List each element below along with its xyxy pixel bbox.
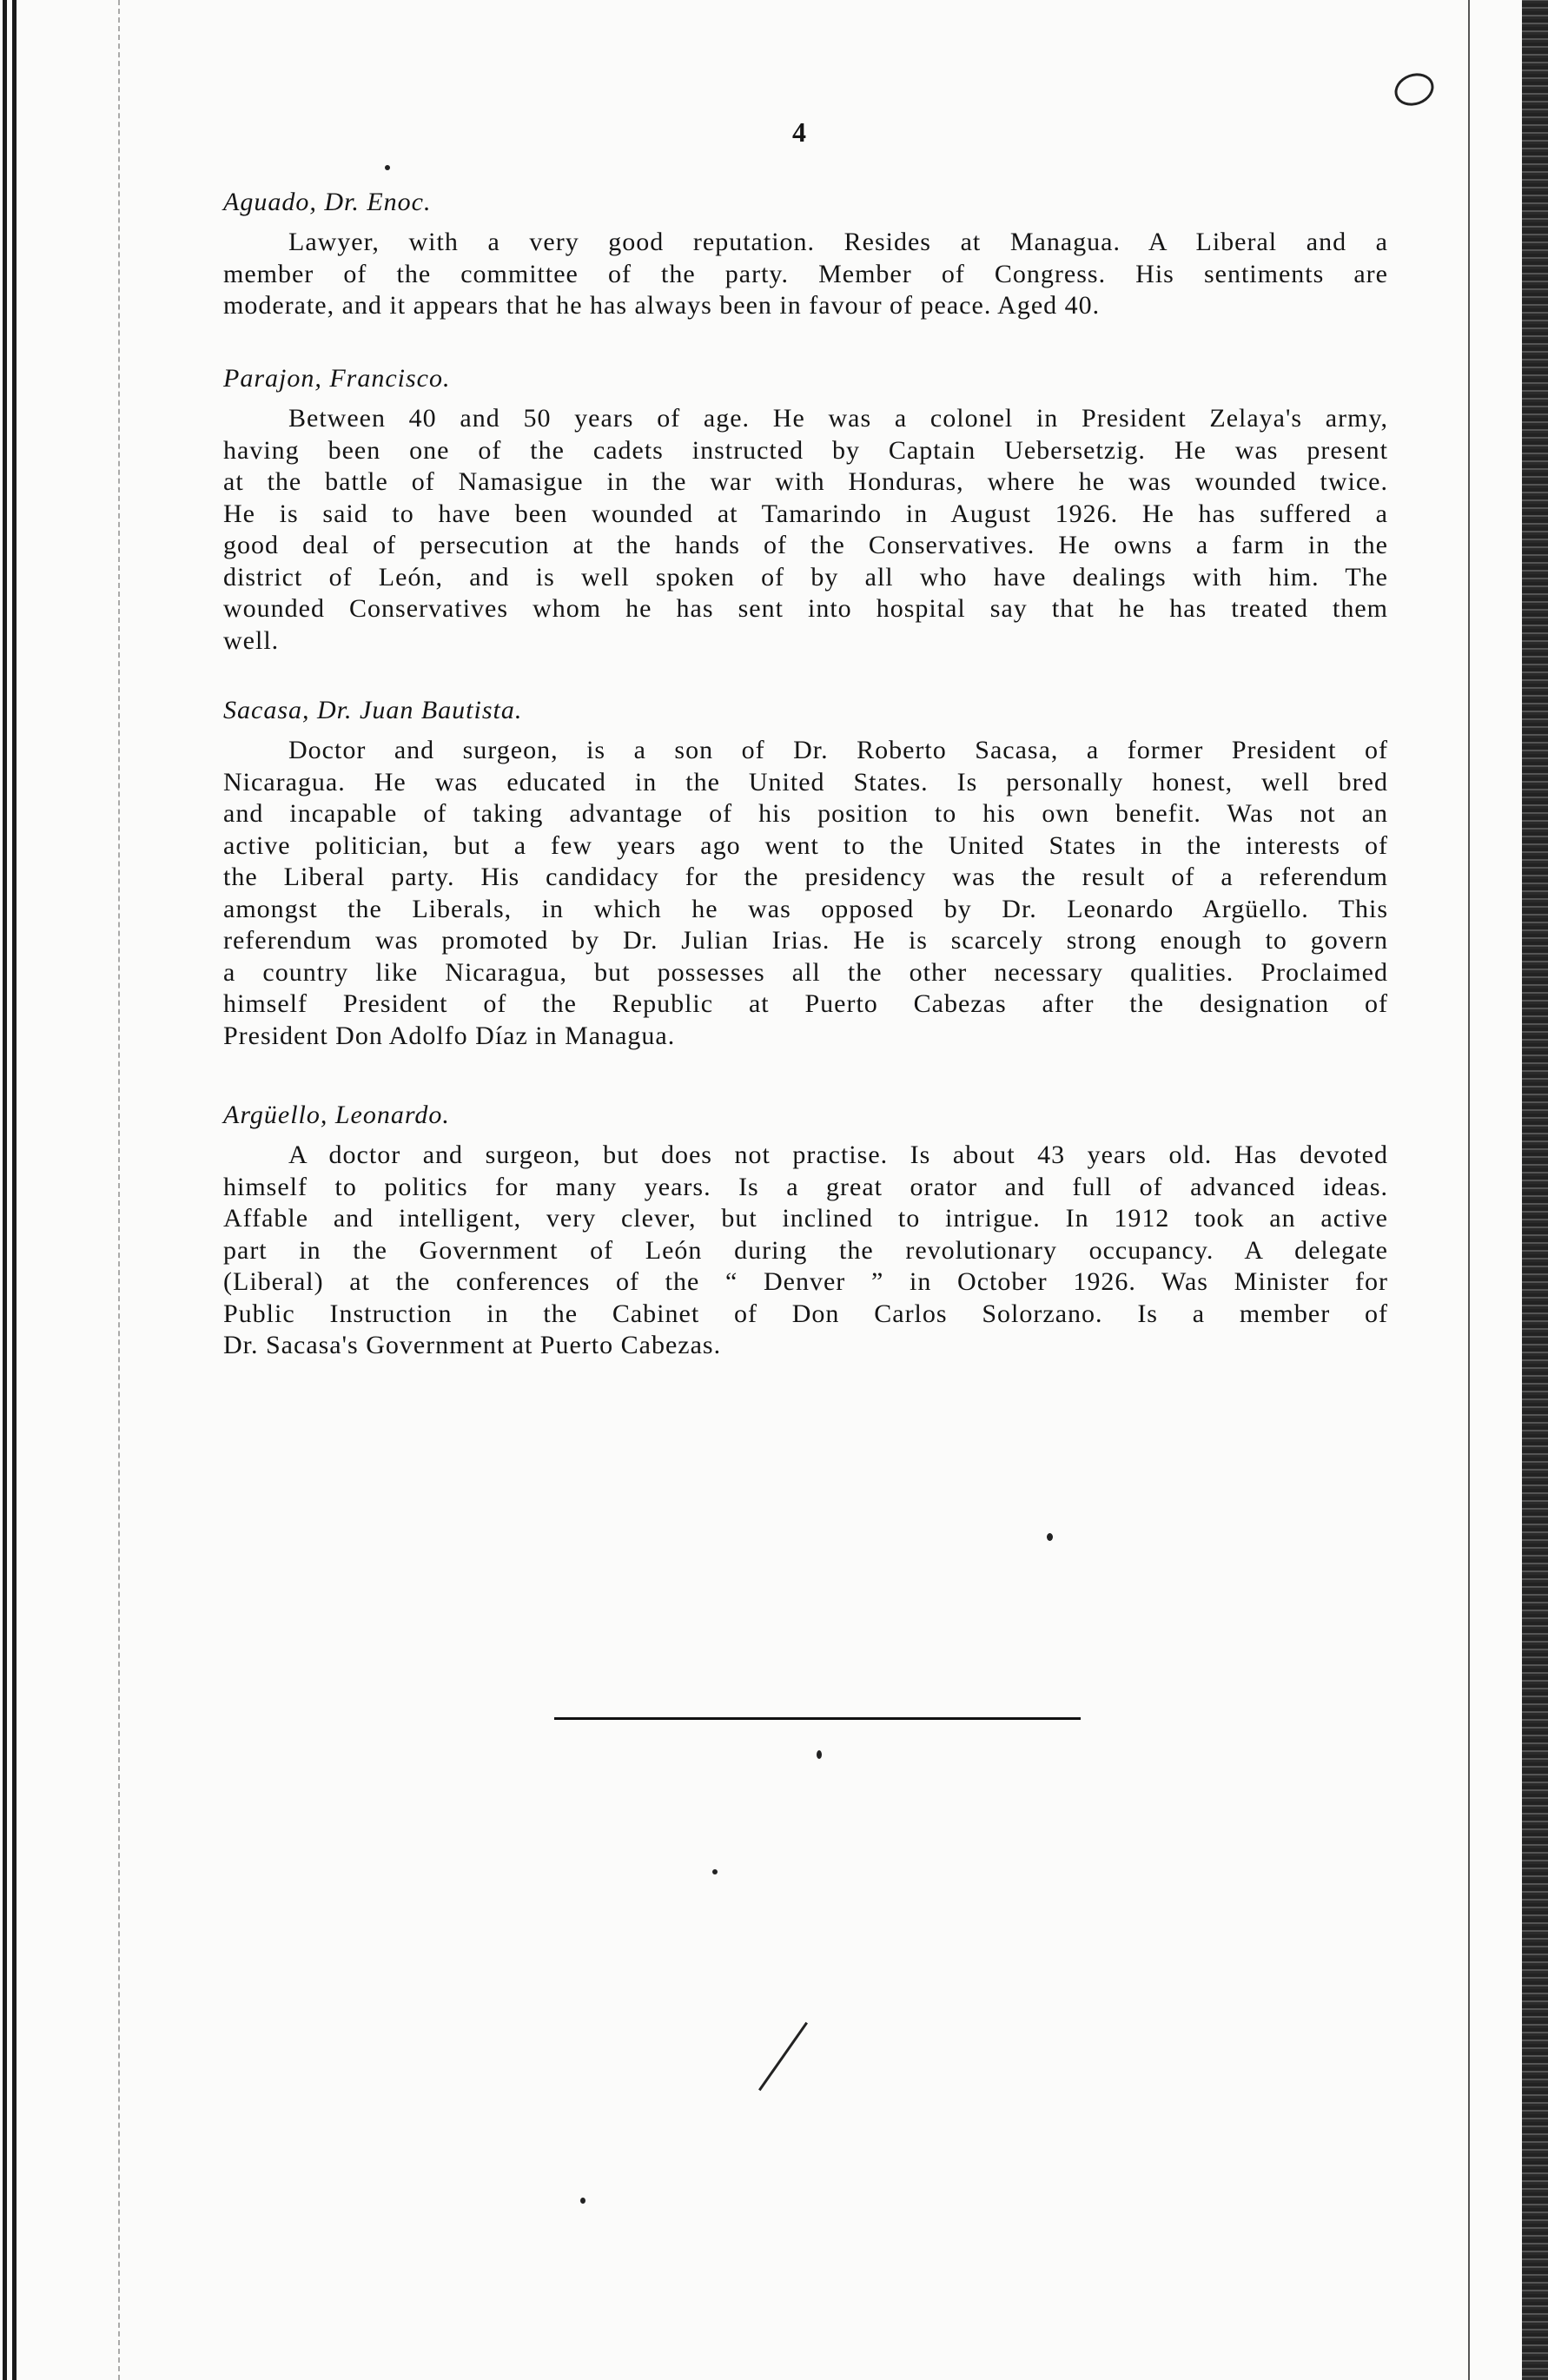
page-number: 4	[792, 116, 806, 148]
text-line: at the battle of Namasigue in the war with Honduras, where he was wounded twice.	[223, 467, 1388, 496]
pen-stroke-mark	[758, 2022, 808, 2092]
text-line: referendum was promoted by Dr. Julian Irias. He is scarcely strong enough to govern	[223, 926, 1388, 955]
text-line: He is said to have been wounded at Tamarindo in August 1926. He has suffered a	[223, 499, 1388, 528]
text-line: Between 40 and 50 years of age. He was a colonel in President Zelaya's army,	[288, 404, 1388, 433]
text-line: Lawyer, with a very good reputation. Resides at Managua. A Liberal and a	[288, 228, 1388, 256]
speck	[580, 2198, 585, 2204]
text-line: good deal of persecution at the hands of the Conservatives. He owns a farm in the	[223, 531, 1388, 559]
text-line: A doctor and surgeon, but does not practise. Is about 43 years old. Has devoted	[288, 1140, 1388, 1169]
speck	[385, 165, 390, 170]
entry	[223, 187, 1388, 322]
text-line: having been one of the cadets instructed by Captain Uebersetzig. He was present	[223, 435, 1388, 465]
entry	[223, 363, 1388, 657]
text-line: a country like Nicaragua, but possesses all the other necessary qualities. Proclaimed	[223, 957, 1388, 987]
entry-heading: Aguado, Dr. Enoc.	[223, 188, 432, 216]
text-line: Dr. Sacasa's Government at Puerto Cabezas.	[223, 1331, 722, 1359]
text-line: part in the Government of León during the revolutionary occupancy. A delegate	[223, 1235, 1388, 1265]
text-line: Doctor and surgeon, is a son of Dr. Roberto Sacasa, a former President of	[288, 736, 1388, 764]
entry	[223, 695, 1388, 1052]
text-line: President Don Adolfo Díaz in Managua.	[223, 1021, 676, 1050]
entry-heading: Sacasa, Dr. Juan Bautista.	[223, 696, 523, 724]
scan-left-edge	[0, 0, 35, 2380]
scan-right-edge	[1522, 0, 1548, 2380]
scan-right-margin-line	[1468, 0, 1470, 2380]
horizontal-rule	[554, 1717, 1081, 1720]
text-line: Public Instruction in the Cabinet of Don Carlos Solorzano. Is a member of	[223, 1299, 1388, 1328]
text-line: moderate, and it appears that he has always been in favour of peace. Aged 40.	[223, 291, 1101, 320]
text-line: Nicaragua. He was educated in the United States. Is personally honest, well bred	[223, 767, 1388, 797]
entry-heading: Parajon, Francisco.	[223, 364, 451, 393]
text-line: himself to politics for many years. Is a great orator and full of advanced ideas.	[223, 1172, 1388, 1201]
entry	[223, 1100, 1388, 1362]
text-line: himself President of the Republic at Puerto Cabezas after the designation of	[223, 989, 1388, 1018]
text-line: district of León, and is well spoken of by all who have dealings with him. The	[223, 562, 1388, 592]
text-line: well.	[223, 625, 280, 655]
text-line: member of the committee of the party. Member of Congress. His sentiments are	[223, 259, 1388, 288]
speck	[817, 1750, 822, 1759]
text-line: active politician, but a few years ago went to the United States in the interests of	[223, 830, 1388, 860]
speck	[1047, 1533, 1053, 1541]
scan-fold-line	[118, 0, 120, 2380]
handwritten-mark	[1390, 68, 1439, 111]
entry-heading: Argüello, Leonardo.	[223, 1101, 450, 1129]
text-line: the Liberal party. His candidacy for the presidency was the result of a referendum	[223, 863, 1388, 891]
text-line: wounded Conservatives whom he has sent into hospital say that he has treated them	[223, 594, 1388, 623]
text-line: and incapable of taking advantage of his position to his own benefit. Was not an	[223, 799, 1388, 828]
text-line: (Liberal) at the conferences of the “ Denver ” in October 1926. Was Minister for	[223, 1267, 1388, 1296]
text-line: Affable and intelligent, very clever, but inclined to intrigue. In 1912 took an active	[223, 1204, 1388, 1233]
speck	[712, 1869, 718, 1874]
text-line: amongst the Liberals, in which he was opposed by Dr. Leonardo Argüello. This	[223, 894, 1388, 923]
